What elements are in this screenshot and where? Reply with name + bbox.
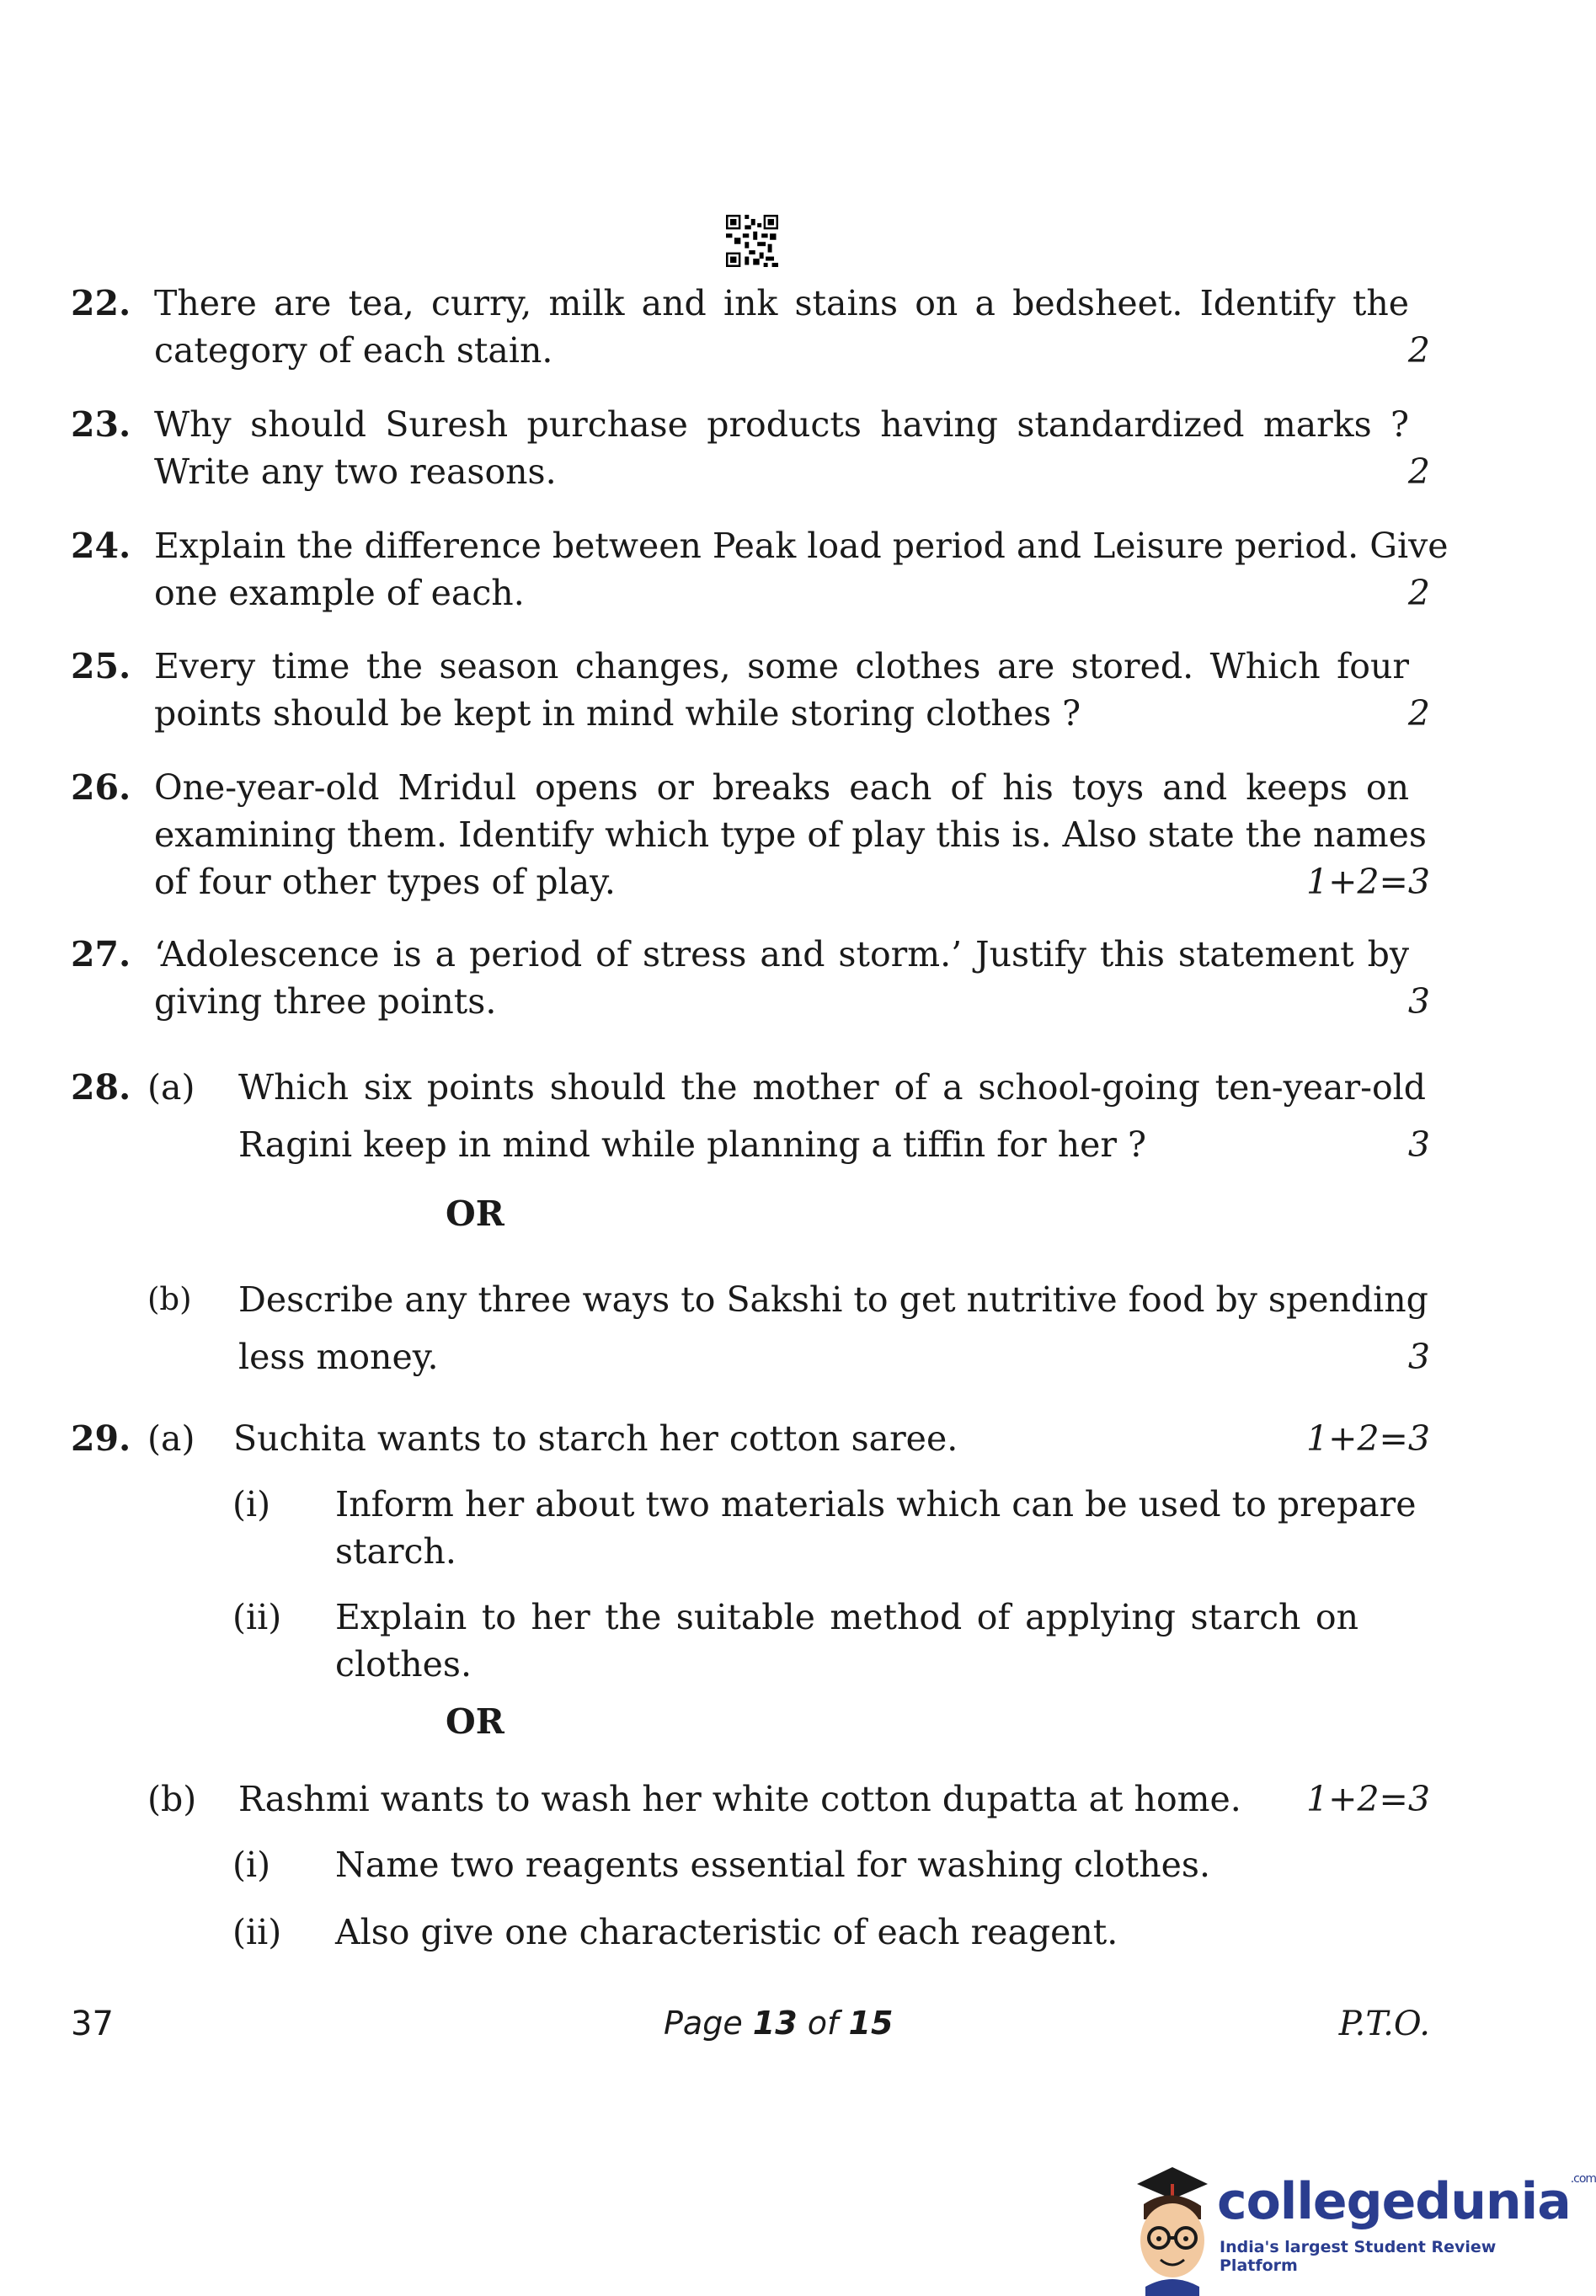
question-text-line: clothes. xyxy=(335,1644,472,1685)
question-text-line: Why should Suresh purchase products having standardized marks ? xyxy=(154,404,1409,445)
question-text-line: Explain the difference between Peak load period and Leisure period. Give xyxy=(154,526,1449,566)
question-22 xyxy=(71,280,1430,374)
question-text-line: starch. xyxy=(335,1531,456,1572)
question-text-line: examining them. Identify which type of play this is. Also state the names xyxy=(154,814,1427,855)
marks: 1+2=3 xyxy=(1306,1418,1430,1459)
marks: 2 xyxy=(1407,693,1430,734)
option-label: (b) xyxy=(147,1779,197,1819)
option-label: (a) xyxy=(147,1418,195,1459)
question-number: 26. xyxy=(71,767,131,808)
question-number: 24. xyxy=(71,526,131,566)
marks: 3 xyxy=(1407,1124,1430,1165)
marks: 2 xyxy=(1407,573,1430,613)
question-28 xyxy=(71,1059,1430,1387)
marks: 2 xyxy=(1407,451,1430,492)
question-text-line: Inform her about two materials which can be used to prepare xyxy=(335,1484,1417,1524)
option-label: (b) xyxy=(147,1281,192,1317)
question-text-line: Explain to her the suitable method of applying starch on xyxy=(335,1597,1358,1637)
question-number: 25. xyxy=(71,646,131,686)
option-label: (a) xyxy=(147,1067,195,1108)
marks: 1+2=3 xyxy=(1306,1779,1430,1819)
paper-code: 37 xyxy=(71,2005,114,2043)
question-25 xyxy=(71,643,1430,737)
question-text-line: There are tea, curry, milk and ink stains on a bedsheet. Identify the xyxy=(154,283,1409,323)
question-29 xyxy=(71,1415,1430,1971)
sub-option-label: (i) xyxy=(232,1484,271,1524)
question-number: 28. xyxy=(71,1067,131,1108)
marks: 2 xyxy=(1407,330,1430,371)
marks: 3 xyxy=(1407,981,1430,1022)
page-number: Page 13 of 15 xyxy=(664,2005,894,2042)
brand-name: collegedunia$^{.com}$ xyxy=(1217,2172,1596,2231)
question-text-line: Rashmi wants to wash her white cotton dupatta at home. xyxy=(238,1779,1241,1819)
sub-option-label: (ii) xyxy=(232,1912,282,1952)
or-divider: OR xyxy=(446,1701,504,1742)
brand-tagline: India's largest Student Review Platform xyxy=(1220,2238,1497,2275)
question-text-line: less money. xyxy=(238,1337,439,1377)
question-text-line: Write any two reasons. xyxy=(154,451,557,492)
question-text-line: points should be kept in mind while storing clothes ? xyxy=(154,693,1081,734)
question-number: 27. xyxy=(71,934,131,974)
question-24 xyxy=(71,522,1449,617)
question-27 xyxy=(71,931,1430,1025)
question-26 xyxy=(71,764,1430,905)
question-number: 29. xyxy=(71,1418,131,1459)
question-text-line: One-year-old Mridul opens or breaks each of his toys and keeps on xyxy=(154,767,1409,808)
or-divider: OR xyxy=(446,1193,504,1234)
question-text-line: Name two reagents essential for washing clothes. xyxy=(335,1845,1210,1885)
qr-code-icon xyxy=(726,215,778,267)
question-text-line: one example of each. xyxy=(154,573,525,613)
question-text-line: ‘Adolescence is a period of stress and storm.’ Justify this statement by xyxy=(154,934,1409,974)
question-text-line: Suchita wants to starch her cotton saree. xyxy=(233,1418,958,1459)
pto-label: P.T.O. xyxy=(1338,2005,1430,2043)
question-text-line: Also give one characteristic of each reagent. xyxy=(335,1912,1118,1952)
question-number: 23. xyxy=(71,404,131,445)
marks: 3 xyxy=(1407,1337,1430,1377)
question-text-line: giving three points. xyxy=(154,981,497,1022)
sub-option-label: (ii) xyxy=(232,1597,282,1637)
student-mascot-icon xyxy=(1120,2160,1220,2296)
question-text-line: Describe any three ways to Sakshi to get nutritive food by spending xyxy=(238,1279,1428,1320)
question-text-line: of four other types of play. xyxy=(154,862,616,902)
question-number: 22. xyxy=(71,283,131,323)
question-text-line: Which six points should the mother of a school-going ten-year-old xyxy=(238,1067,1426,1108)
sub-option-label: (i) xyxy=(232,1845,271,1885)
marks: 1+2=3 xyxy=(1306,862,1430,902)
question-23 xyxy=(71,401,1430,495)
question-text-line: Ragini keep in mind while planning a tiffin for her ? xyxy=(238,1124,1146,1165)
collegedunia-logo xyxy=(1120,2160,1596,2296)
question-text-line: category of each stain. xyxy=(154,330,553,371)
question-text-line: Every time the season changes, some clothes are stored. Which four xyxy=(154,646,1409,686)
